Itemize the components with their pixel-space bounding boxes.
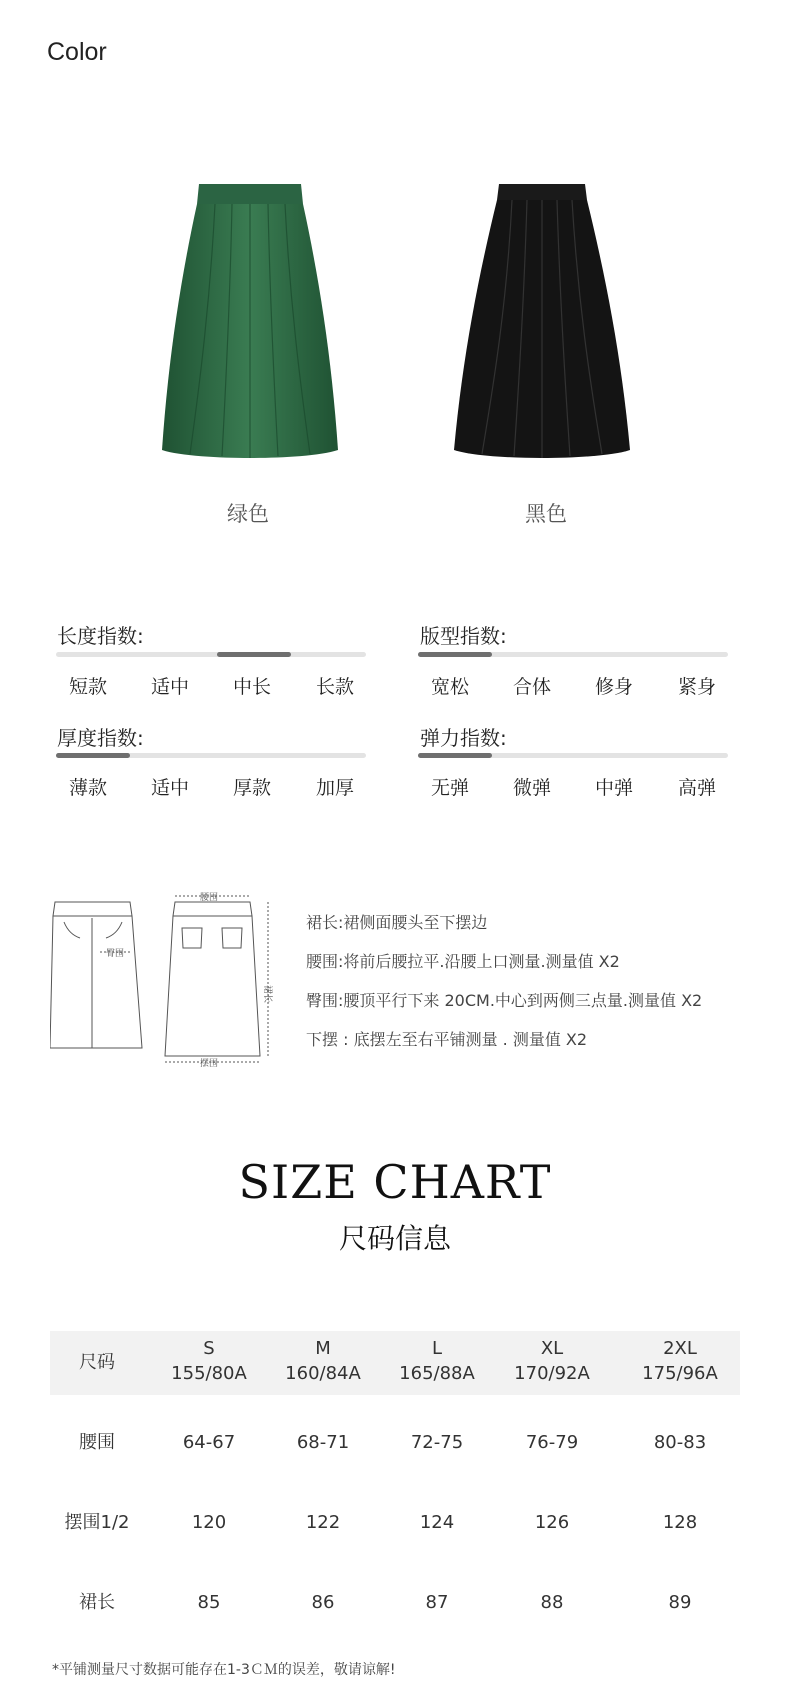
table-cell: 85	[197, 1592, 221, 1613]
fit-option: 合体	[512, 676, 551, 698]
row-label-length: 裙长	[79, 1592, 115, 1613]
measure-note-hem: 下摆 : 底摆左至右平铺测量 . 测量值 X2	[306, 1030, 588, 1049]
table-cell: 68-71	[296, 1432, 350, 1453]
thickness-option: 厚款	[232, 777, 271, 799]
row-label-hem: 摆围1/2	[64, 1512, 130, 1533]
table-cell: 64-67	[182, 1432, 236, 1453]
fit-option: 修身	[594, 676, 633, 698]
table-cell: 87	[425, 1592, 449, 1613]
size-spec: 175/96A	[642, 1363, 718, 1384]
size-spec: 165/88A	[399, 1363, 475, 1384]
size-name: 2XL	[663, 1338, 697, 1359]
header-size-label: 尺码	[79, 1352, 115, 1373]
elasticity-index-track	[418, 753, 728, 758]
size-spec: 155/80A	[171, 1363, 247, 1384]
length-option: 长款	[315, 676, 354, 698]
size-chart-title: SIZE CHART	[238, 1155, 552, 1209]
size-chart-subtitle: 尺码信息	[338, 1222, 451, 1255]
length-index-indicator	[217, 652, 291, 657]
elasticity-index-indicator	[418, 753, 492, 758]
length-option: 中长	[232, 676, 271, 698]
elasticity-option: 中弹	[594, 777, 633, 799]
size-name: M	[315, 1338, 331, 1359]
color-section-title: Color	[47, 38, 107, 66]
measurement-diagram	[50, 890, 280, 1070]
length-index-title: 长度指数:	[57, 624, 144, 648]
fit-option: 紧身	[677, 676, 716, 698]
size-name: L	[431, 1338, 443, 1359]
thickness-option: 加厚	[315, 777, 354, 799]
elasticity-option: 无弹	[430, 777, 469, 799]
size-column-header	[266, 1336, 380, 1386]
table-cell: 89	[668, 1592, 692, 1613]
table-cell: 128	[662, 1512, 698, 1533]
thickness-index-title: 厚度指数:	[57, 726, 144, 750]
table-cell: 80-83	[653, 1432, 707, 1453]
table-cell: 88	[540, 1592, 564, 1613]
table-cell: 124	[419, 1512, 455, 1533]
table-cell: 122	[305, 1512, 341, 1533]
thickness-index-indicator	[56, 753, 130, 758]
table-cell: 86	[311, 1592, 335, 1613]
fit-index-indicator	[418, 652, 492, 657]
length-option: 适中	[150, 676, 189, 698]
length-option: 短款	[68, 676, 107, 698]
thickness-option: 适中	[150, 777, 189, 799]
table-cell: 120	[191, 1512, 227, 1533]
thickness-index-track	[56, 753, 366, 758]
table-cell: 76-79	[525, 1432, 579, 1453]
table-cell: 126	[534, 1512, 570, 1533]
size-column-header	[380, 1336, 494, 1386]
black-skirt-image	[452, 182, 632, 462]
color-label-green: 绿色	[227, 502, 269, 526]
size-spec: 170/92A	[514, 1363, 590, 1384]
measure-note-waist: 腰围:将前后腰拉平.沿腰上口测量.测量值 X2	[306, 952, 620, 971]
size-name: XL	[540, 1338, 564, 1359]
color-label-black: 黑色	[525, 502, 567, 526]
measurement-disclaimer: *平铺测量尺寸数据可能存在1-3ＣＭ的误差，敬请谅解!	[52, 1662, 396, 1678]
size-spec: 160/84A	[285, 1363, 361, 1384]
measure-note-length: 裙长:裙侧面腰头至下摆边	[306, 913, 488, 932]
fit-index-track	[418, 652, 728, 657]
diagram-label-hip: 臀围	[106, 949, 125, 959]
diagram-label-waist: 腰围	[200, 893, 219, 903]
diagram-label-length: 裙长	[262, 985, 272, 1004]
size-column-header	[152, 1336, 266, 1386]
green-skirt-image	[160, 182, 340, 462]
thickness-option: 薄款	[68, 777, 107, 799]
length-index-track	[56, 652, 366, 657]
measure-note-hip: 臀围:腰顶平行下来 20CM.中心到两侧三点量.测量值 X2	[306, 991, 703, 1010]
row-label-waist: 腰围	[79, 1432, 115, 1453]
size-column-header	[620, 1336, 740, 1386]
elasticity-option: 微弹	[512, 777, 551, 799]
size-name: S	[203, 1338, 215, 1359]
diagram-label-hem: 摆围	[200, 1059, 219, 1069]
fit-option: 宽松	[430, 676, 469, 698]
elasticity-index-title: 弹力指数:	[420, 726, 507, 750]
size-column-header	[494, 1336, 610, 1386]
elasticity-option: 高弹	[677, 777, 716, 799]
table-cell: 72-75	[410, 1432, 464, 1453]
fit-index-title: 版型指数:	[420, 624, 507, 648]
